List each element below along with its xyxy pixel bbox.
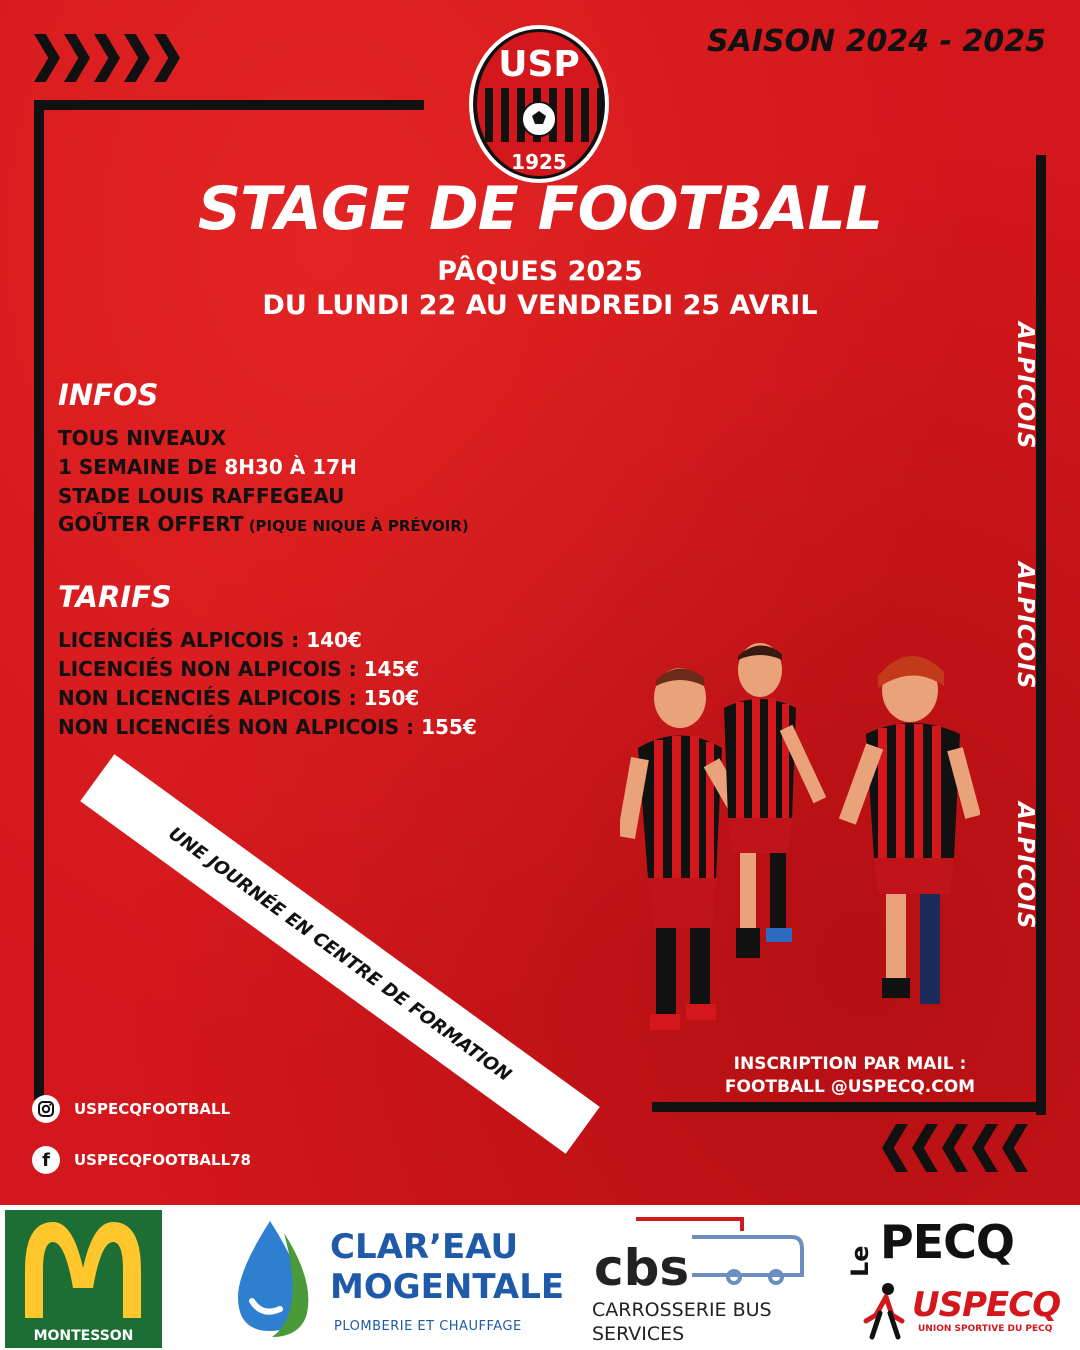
event-title: STAGE DE FOOTBALL [197,174,883,244]
info-line-text: GOÛTER OFFERT [58,512,244,536]
chevron-left-icon [912,1124,938,1172]
sponsor-lepecq: PECQ [880,1215,1014,1269]
sponsor-clareau [330,1227,564,1307]
info-line-note: (PIQUE NIQUE À PRÉVOIR) [243,517,469,535]
bus-icon [592,1209,812,1295]
sponsor-cbs-logo [592,1209,812,1295]
tarif-line [58,657,419,681]
logo-text: USP [498,44,580,85]
tarifs-title: TARIFS [58,580,172,614]
side-label: ALPICOIS [1012,562,1038,690]
info-line: STADE LOUIS RAFFEGEAU [58,484,345,508]
sponsor-clareau-icon [220,1213,320,1343]
clareau-line-2: MOGENTALE [330,1267,565,1307]
instagram-icon [32,1095,60,1123]
chevron-right-icon [64,34,90,82]
players-photo [620,628,980,1048]
chevrons-top [34,34,180,82]
tarif-line [58,686,419,710]
instagram-handle: USPECQFOOTBALL [74,1100,231,1118]
side-label: ALPICOIS [1012,802,1038,930]
clareau-line-1: CLAR’EAU [330,1227,519,1267]
chevron-right-icon [124,34,150,82]
uspecq-subtitle: UNION SPORTIVE DU PECQ [918,1324,1053,1334]
player-figure [724,643,826,958]
tarif-price: 140€ [306,628,362,652]
chevron-left-icon [882,1124,908,1172]
sponsor-uspecq: USPECQ [912,1285,1061,1325]
cbs-line-1: CARROSSERIE BUS [592,1299,772,1321]
chevron-right-icon [94,34,120,82]
info-line-highlight: 8H30 À 17H [224,455,357,479]
sponsor-mcdonalds [5,1210,162,1348]
tarif-price: 145€ [363,657,420,681]
event-subtitle-2: DU LUNDI 22 AU VENDREDI 25 AVRIL [262,290,818,321]
chevrons-bottom [882,1124,1028,1172]
mcdonalds-logo-icon [5,1210,162,1320]
chevron-left-icon [972,1124,998,1172]
social-facebook[interactable] [32,1146,251,1174]
club-logo [466,24,612,184]
player-figure [839,656,980,1004]
tarif-label: LICENCIÉS ALPICOIS : [58,628,307,652]
tarif-line [58,628,362,652]
chevron-right-icon [34,34,60,82]
info-line-text: 1 SEMAINE DE [58,455,225,479]
cbs-line-2: SERVICES [592,1323,685,1345]
chevron-left-icon [1002,1124,1028,1172]
chevron-right-icon [154,34,180,82]
info-line [58,455,357,479]
runner-icon [862,1281,908,1341]
tarif-label: NON LICENCIÉS NON ALPICOIS : [58,715,422,739]
sponsors-strip [0,1205,1080,1350]
tarif-price: 155€ [421,715,477,739]
clareau-subtitle: PLOMBERIE ET CHAUFFAGE [334,1319,522,1334]
sponsor-cbs [592,1298,772,1346]
logo-year: 1925 [511,150,567,174]
tarif-label: NON LICENCIÉS ALPICOIS : [58,686,364,710]
chevron-left-icon [942,1124,968,1172]
inscription-email[interactable]: FOOTBALL @USPECQ.COM [724,1077,976,1097]
frame-bar-left [34,100,44,1100]
mcdonalds-label: MONTESSON [33,1328,134,1344]
tarif-line [58,715,477,739]
frame-bar-bottom-right [652,1102,1046,1112]
info-line [58,512,469,536]
formation-banner: UNE JOURNÉE EN CENTRE DE FORMATION [80,754,600,1154]
event-subtitle-1: PÂQUES 2025 [437,256,643,287]
season-label: SAISON 2024 - 2025 [707,24,1046,59]
social-instagram[interactable] [32,1095,230,1123]
lepecq-le: Le [846,1245,874,1277]
infos-title: INFOS [58,378,159,412]
water-drop-icon [220,1213,320,1343]
tarif-label: LICENCIÉS NON ALPICOIS : [58,657,364,681]
side-label: ALPICOIS [1012,322,1038,450]
info-line: TOUS NIVEAUX [58,426,227,450]
inscription-line: INSCRIPTION PAR MAIL : [733,1054,967,1074]
facebook-icon: f [32,1146,60,1174]
cbs-logo-text: cbs [594,1239,690,1295]
frame-bar-top-left [34,100,424,110]
facebook-handle: USPECQFOOTBALL78 [74,1151,251,1169]
tarif-price: 150€ [363,686,420,710]
